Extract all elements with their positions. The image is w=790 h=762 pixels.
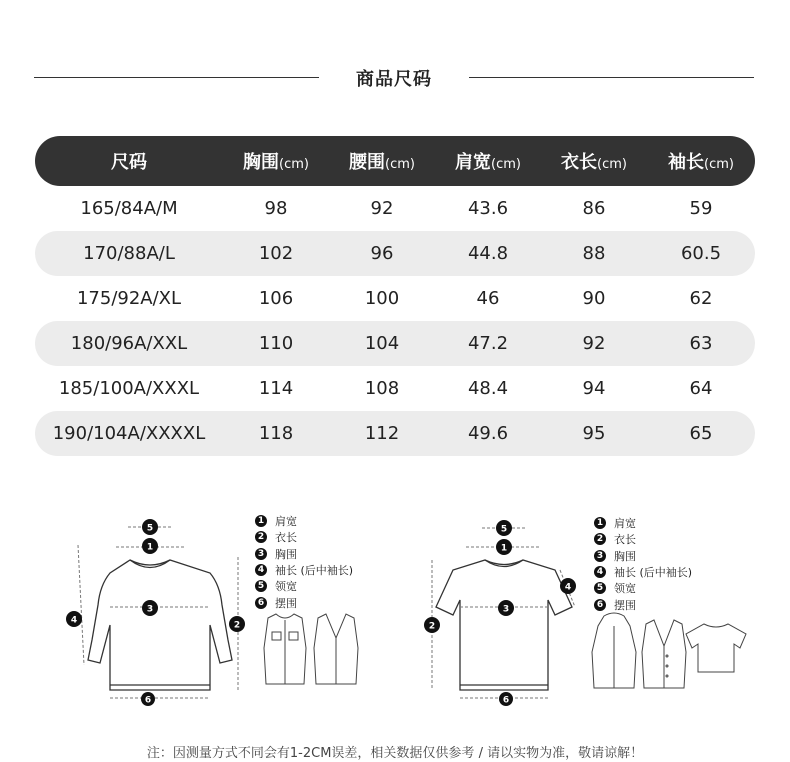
cell-size: 190/104A/XXXXL: [52, 423, 206, 444]
header-cell-length: 衣长(cm): [561, 152, 627, 173]
header-cell-size: 尺码: [111, 152, 147, 173]
legend-item: 6 摆围: [255, 594, 353, 610]
cell-sleeve: 63: [689, 333, 713, 354]
legend-item: 4 袖长 (后中袖长): [594, 564, 692, 580]
cell-size: 185/100A/XXXL: [58, 378, 200, 399]
cell-chest: 106: [258, 288, 294, 309]
disclaimer-note: 注：因测量方式不同会有1-2CM误差，相关数据仅供参考 / 请以实物为准，敬请谅解！: [146, 746, 644, 761]
cell-size: 180/96A/XXL: [70, 333, 188, 354]
legend-item: 2 衣长: [255, 529, 353, 545]
cell-size: 175/92A/XL: [76, 288, 182, 309]
marker-5: 5: [146, 523, 154, 534]
legend-item: 1 肩宽: [255, 513, 353, 529]
cell-length: 95: [582, 423, 606, 444]
cell-chest: 102: [258, 243, 294, 264]
cell-length: 86: [582, 198, 606, 219]
marker-1: 1: [500, 543, 508, 554]
cell-length: 90: [582, 288, 606, 309]
legend-item: 6 摆围: [594, 596, 692, 612]
cell-chest: 110: [258, 333, 294, 354]
cell-sleeve: 62: [689, 288, 713, 309]
title-divider-right: [469, 77, 754, 78]
legend-item: 2 衣长: [594, 531, 692, 547]
marker-6: 6: [144, 695, 152, 706]
cell-sleeve: 64: [689, 378, 713, 399]
section-title: 商品尺码: [356, 69, 432, 90]
legend-item: 5 领宽: [255, 578, 353, 594]
cell-chest: 98: [264, 198, 288, 219]
cell-length: 92: [582, 333, 606, 354]
cell-waist: 100: [364, 288, 400, 309]
header-cell-waist: 腰围(cm): [349, 152, 415, 173]
cell-waist: 104: [364, 333, 400, 354]
cell-length: 88: [582, 243, 606, 264]
legend-item: 3 胸围: [594, 548, 692, 564]
cell-length: 94: [582, 378, 606, 399]
marker-3: 3: [502, 604, 510, 615]
cell-chest: 118: [258, 423, 294, 444]
cell-waist: 92: [370, 198, 394, 219]
legend-left: [255, 513, 353, 611]
cell-waist: 112: [364, 423, 400, 444]
legend-item: 5 领宽: [594, 580, 692, 596]
cell-size: 170/88A/L: [83, 243, 175, 264]
table-header: [35, 136, 755, 186]
cell-sleeve: 59: [689, 198, 713, 219]
header-cell-sleeve: 袖长(cm): [668, 152, 734, 173]
marker-1: 1: [146, 542, 154, 553]
marker-2: 2: [428, 621, 436, 632]
garment-illustrations-right: [584, 612, 754, 694]
table-row: [35, 231, 755, 276]
marker-2: 2: [233, 620, 241, 631]
cell-shoulder: 47.2: [467, 333, 509, 354]
legend-item: 4 袖长 (后中袖长): [255, 562, 353, 578]
cell-shoulder: 49.6: [467, 423, 509, 444]
table-row: [35, 411, 755, 456]
cell-sleeve: 60.5: [680, 243, 722, 264]
cell-shoulder: 48.4: [467, 378, 509, 399]
cell-waist: 108: [364, 378, 400, 399]
cell-shoulder: 44.8: [467, 243, 509, 264]
section-title-row: [34, 62, 754, 94]
header-cell-shoulder: 肩宽(cm): [455, 152, 521, 173]
legend-right: [594, 515, 692, 613]
marker-5: 5: [500, 524, 508, 535]
marker-4: 4: [564, 582, 572, 593]
cell-shoulder: 46: [476, 288, 500, 309]
table-row: [35, 186, 755, 231]
cell-waist: 96: [370, 243, 394, 264]
table-row: [35, 321, 755, 366]
legend-item: 3 胸围: [255, 546, 353, 562]
cell-sleeve: 65: [689, 423, 713, 444]
legend-item: 1 肩宽: [594, 515, 692, 531]
cell-shoulder: 43.6: [467, 198, 509, 219]
sweater-measurement-diagram: [60, 515, 255, 710]
table-row: [35, 366, 755, 411]
header-cell-chest: 胸围(cm): [243, 152, 309, 173]
marker-6: 6: [502, 695, 510, 706]
marker-3: 3: [146, 604, 154, 615]
size-table: [35, 136, 755, 456]
title-divider-left: [34, 77, 319, 78]
table-row: [35, 276, 755, 321]
cell-size: 165/84A/M: [80, 198, 178, 219]
cell-chest: 114: [258, 378, 294, 399]
marker-4: 4: [70, 615, 78, 626]
tshirt-measurement-diagram: [420, 515, 585, 710]
jacket-illustrations-left: [258, 608, 370, 690]
